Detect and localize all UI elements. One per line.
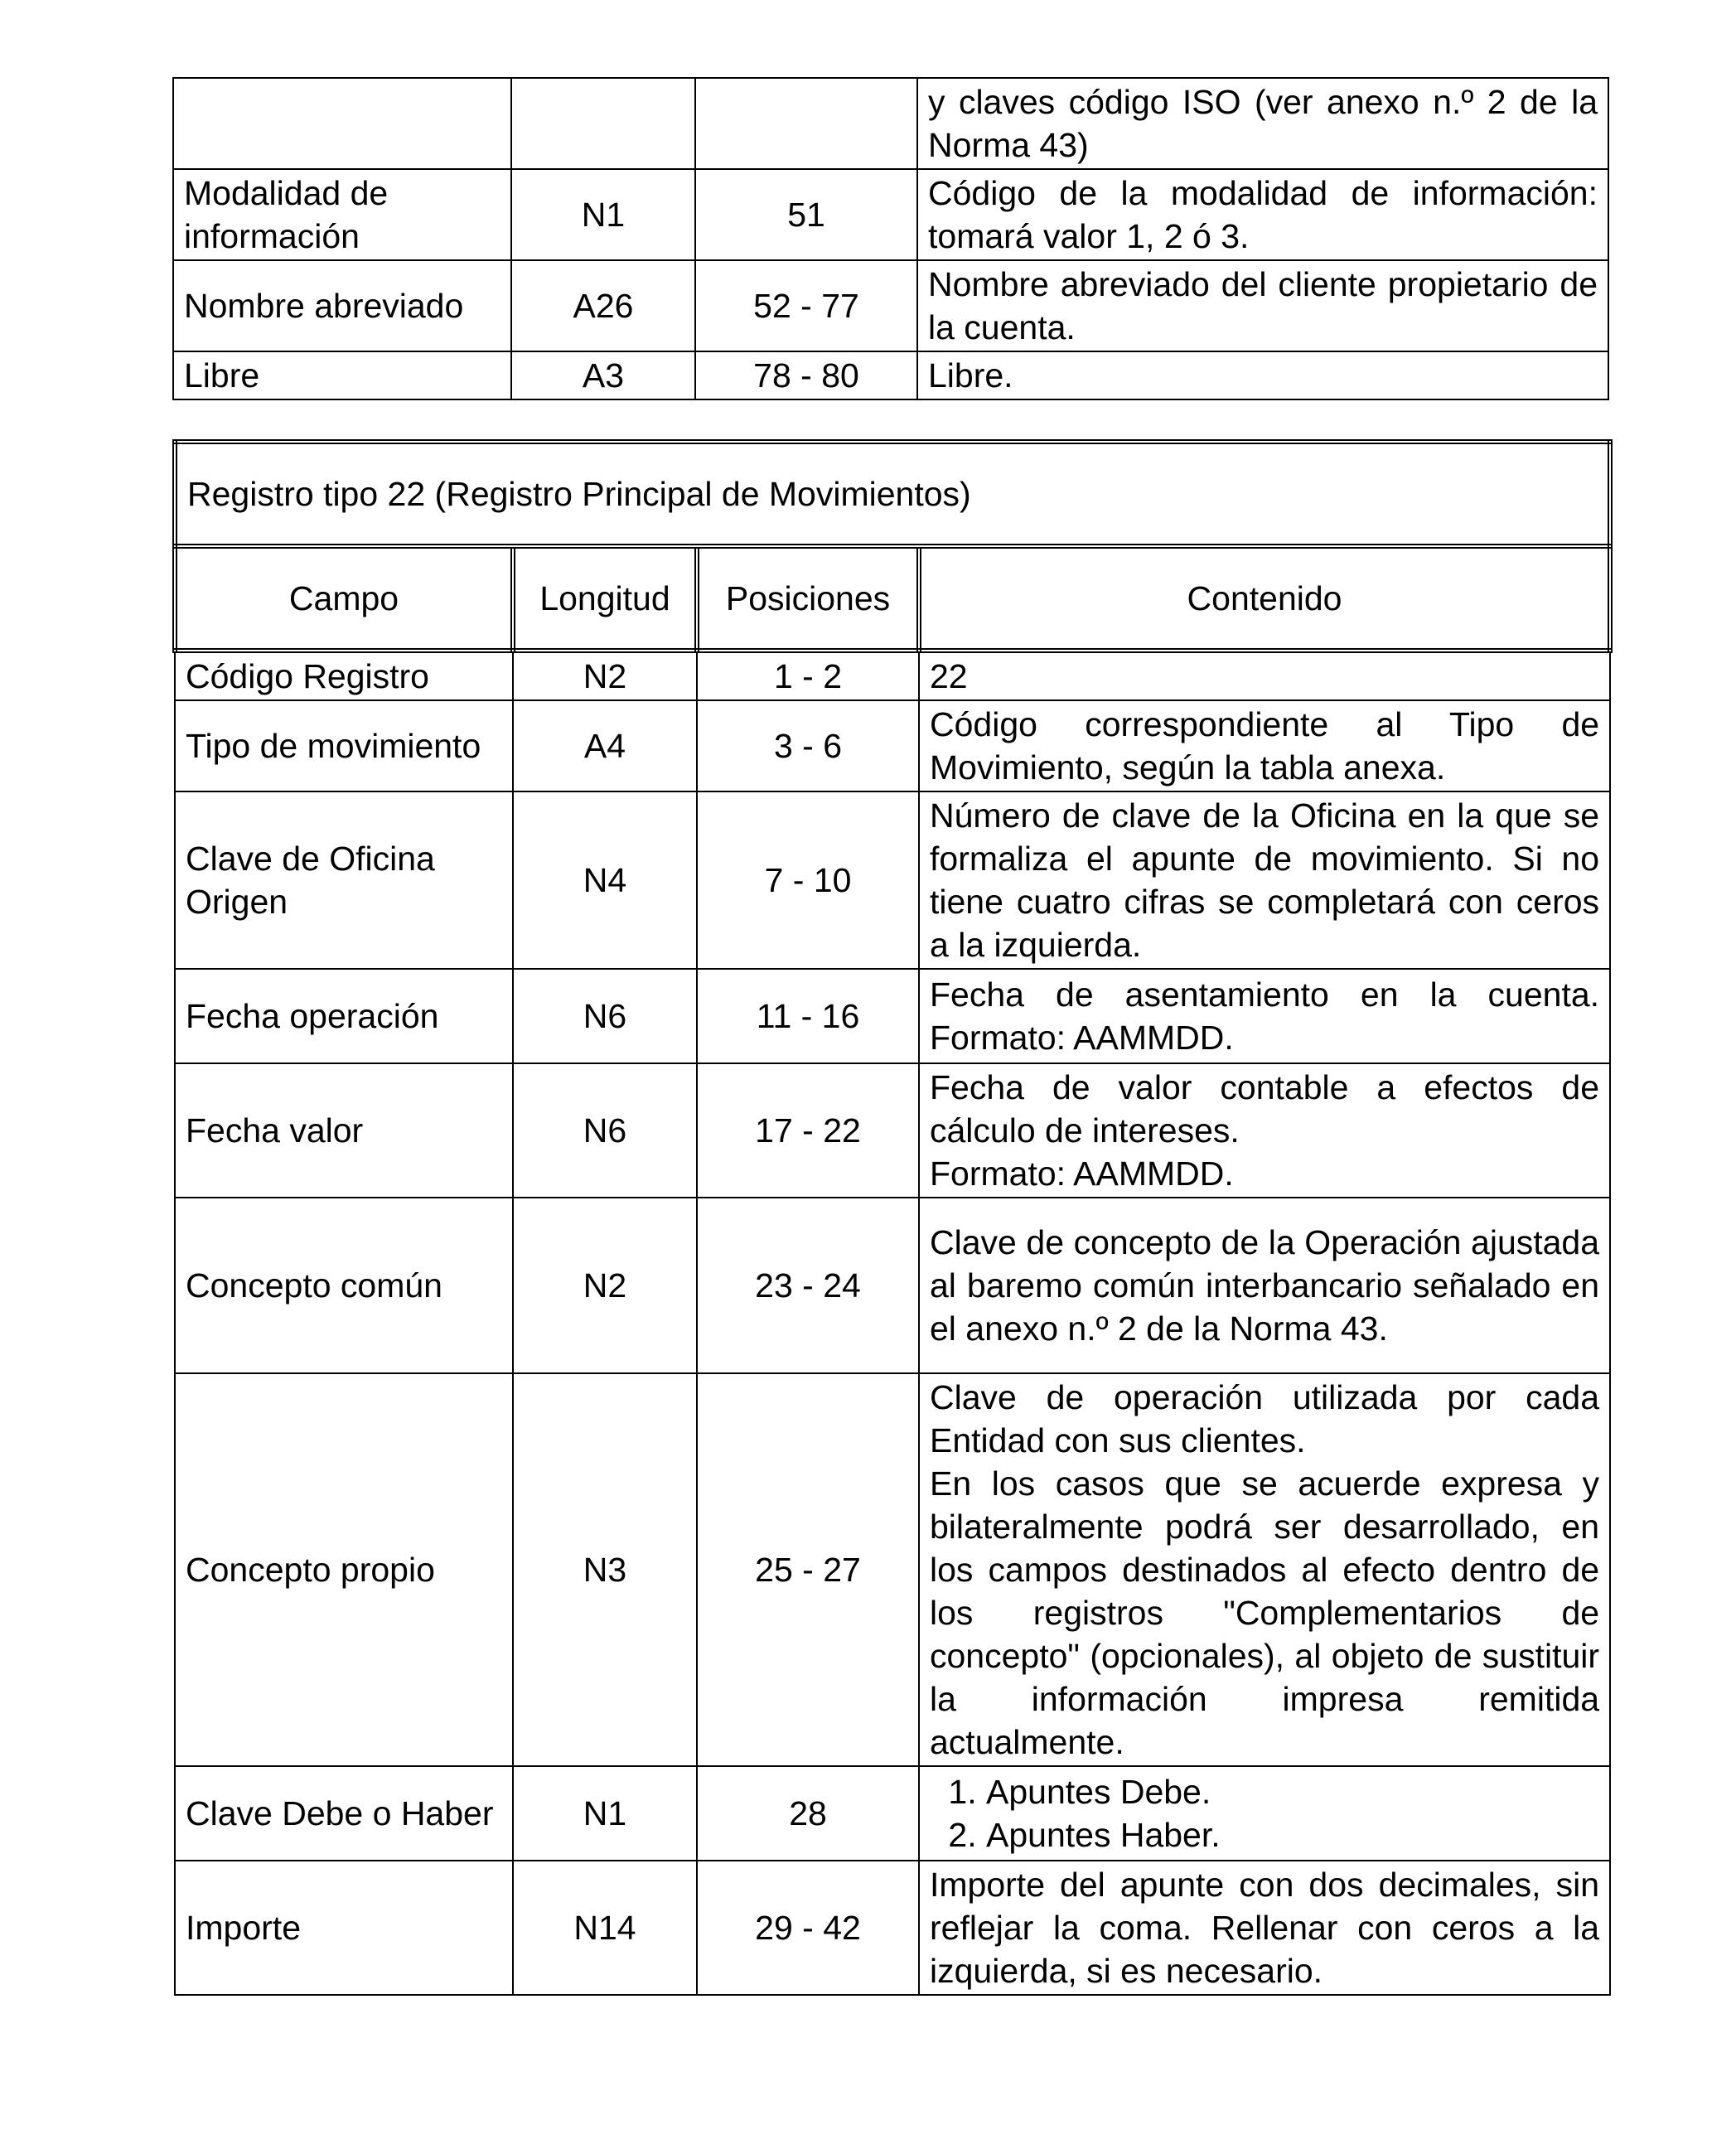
posiciones-cell: 17 - 22 [697,1063,919,1198]
contenido-cell [919,1063,1610,1198]
contenido-paragraph: Fecha de valor contable a efectos de cálculo de intereses. [930,1068,1600,1150]
header-posiciones: Posiciones [697,546,919,651]
contenido-cell: Fecha de asentamiento en la cuenta. Formato: AAMMDD. [919,969,1610,1063]
campo-cell: Concepto propio [175,1373,513,1766]
header-longitud: Longitud [513,546,697,651]
posiciones-cell: 78 - 80 [695,351,917,399]
contenido-cell: Número de clave de la Oficina en la que se formaliza el apunte de movimiento. Si no tiene cuatro cifras se completará con ceros a la izquierda. [919,791,1610,969]
list-item: 2. Apuntes Haber. [986,1813,1599,1856]
table-row [175,700,1610,791]
campo-cell: Concepto común [175,1198,513,1373]
posiciones-cell: 11 - 16 [697,969,919,1063]
registro-22-table [172,439,1613,1996]
table-row [175,1198,1610,1373]
table-row [175,791,1610,969]
longitud-cell: A26 [511,260,695,351]
contenido-cell: Clave de concepto de la Operación ajustada al baremo común interbancario señalado en el anexo n.º 2 de la Norma 43. [919,1198,1610,1373]
longitud-cell: N1 [511,169,695,260]
campo-cell: Modalidad de información [173,169,511,260]
list-item: 1. Apuntes Debe. [986,1770,1599,1813]
posiciones-cell: 1 - 2 [697,651,919,700]
table-row [175,1861,1610,1995]
contenido-paragraph: En los casos que se acuerde expresa y bilateralmente podrá ser desarrollado, en los campos destinados al efecto dentro de los registros "Complementarios de concepto" (opcionales), al objeto de sustituir la información impresa remitida actualmente. [930,1464,1600,1761]
table-row [173,351,1608,399]
table-row [175,1766,1610,1861]
longitud-cell: N6 [513,1063,697,1198]
contenido-cell: Libre. [917,351,1608,399]
contenido-paragraph: Clave de operación utilizada por cada Entidad con sus clientes. [930,1378,1600,1459]
table-row [173,169,1608,260]
campo-cell: Clave de Oficina Origen [175,791,513,969]
longitud-cell [511,78,695,169]
apuntes-list [930,1770,1599,1856]
campo-cell: Fecha valor [175,1063,513,1198]
table-row [175,1373,1610,1766]
table-row [175,969,1610,1063]
contenido-cell: Código correspondiente al Tipo de Movimiento, según la tabla anexa. [919,700,1610,791]
campo-cell: Importe [175,1861,513,1995]
table-header-row [175,546,1610,651]
campo-cell: Libre [173,351,511,399]
table-title: Registro tipo 22 (Registro Principal de Movimientos) [175,442,1610,546]
campo-cell: Tipo de movimiento [175,700,513,791]
longitud-cell: N6 [513,969,697,1063]
longitud-cell: N14 [513,1861,697,1995]
contenido-cell [919,1766,1610,1861]
posiciones-cell [695,78,917,169]
header-contenido: Contenido [919,546,1610,651]
campo-cell: Clave Debe o Haber [175,1766,513,1861]
contenido-cell [919,1373,1610,1766]
table-title-row [175,442,1610,546]
posiciones-cell: 7 - 10 [697,791,919,969]
posiciones-cell: 25 - 27 [697,1373,919,1766]
campo-cell: Código Registro [175,651,513,700]
header-campo: Campo [175,546,513,651]
contenido-cell: y claves código ISO (ver anexo n.º 2 de la Norma 43) [917,78,1608,169]
contenido-cell: 22 [919,651,1610,700]
campo-cell [173,78,511,169]
longitud-cell: N2 [513,1198,697,1373]
campo-cell: Fecha operación [175,969,513,1063]
table-row [173,78,1608,169]
posiciones-cell: 29 - 42 [697,1861,919,1995]
campo-cell: Nombre abreviado [173,260,511,351]
posiciones-cell: 23 - 24 [697,1198,919,1373]
longitud-cell: N1 [513,1766,697,1861]
contenido-cell: Nombre abreviado del cliente propietario de la cuenta. [917,260,1608,351]
posiciones-cell: 51 [695,169,917,260]
contenido-paragraph: Formato: AAMMDD. [930,1154,1234,1193]
posiciones-cell: 3 - 6 [697,700,919,791]
longitud-cell: N2 [513,651,697,700]
contenido-cell: Importe del apunte con dos decimales, sin reflejar la coma. Rellenar con ceros a la izquierda, si es necesario. [919,1861,1610,1995]
table-row [175,1063,1610,1198]
table-row [175,651,1610,700]
top-record-table [172,77,1609,400]
longitud-cell: N4 [513,791,697,969]
contenido-cell: Código de la modalidad de información: tomará valor 1, 2 ó 3. [917,169,1608,260]
posiciones-cell: 28 [697,1766,919,1861]
longitud-cell: N3 [513,1373,697,1766]
table-row [173,260,1608,351]
longitud-cell: A3 [511,351,695,399]
longitud-cell: A4 [513,700,697,791]
posiciones-cell: 52 - 77 [695,260,917,351]
